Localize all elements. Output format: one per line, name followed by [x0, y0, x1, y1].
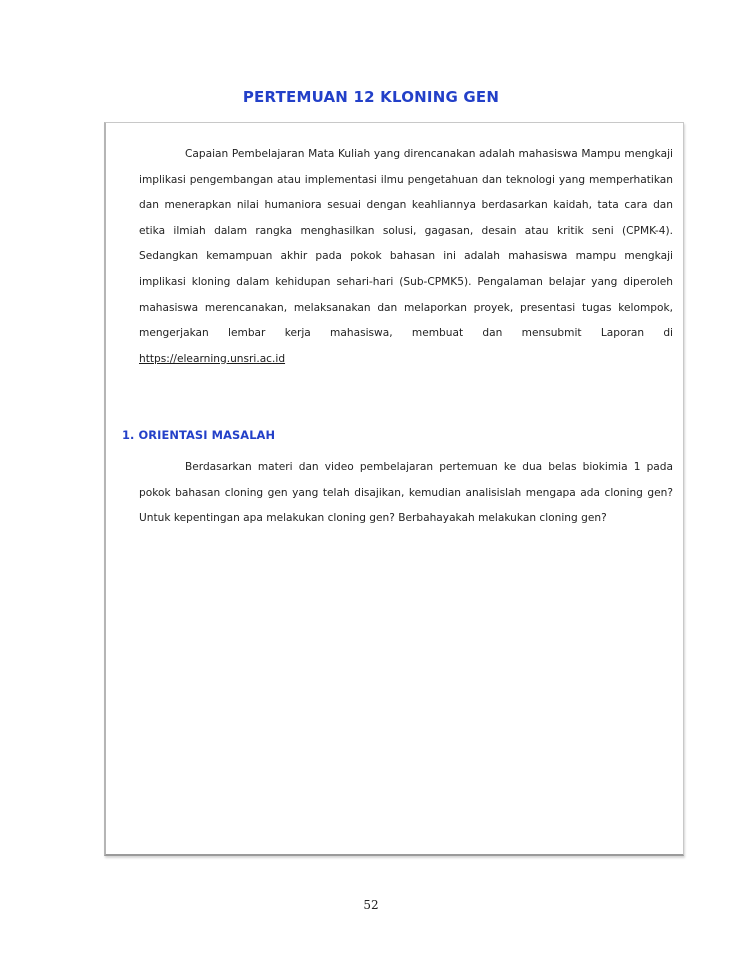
page-number: 52 [363, 898, 379, 912]
capaian-paragraph [139, 142, 673, 372]
elearning-link[interactable]: https://elearning.unsri.ac.id [139, 352, 286, 365]
capaian-text: Capaian Pembelajaran Mata Kuliah yang direncanakan adalah mahasiswa Mampu mengkaji implikasi pengembangan atau implementasi ilmu pengetahuan dan teknologi yang memperhatikan dan menerapkan nilai humaniora sesuai dengan keahliannya berdasarkan kaidah, tata cara dan etika ilmiah dalam rangka menghasilkan solusi, gagasan, desain atau kritik seni (CPMK-4). Sedangkan kemampuan akhir pada pokok bahasan ini adalah mahasiswa mampu mengkaji implikasi kloning dalam kehidupan sehari-hari (Sub-CPMK5). Pengalaman belajar yang diperoleh mahasiswa merencanakan, melaksanakan dan melaporkan proyek, presentasi tugas kelompok, mengerjakan lembar kerja mahasiswa, membuat dan mensubmit Laporan di [139, 148, 673, 340]
page-title: PERTEMUAN 12 KLONING GEN [242, 88, 500, 106]
section-heading-orientasi-masalah: 1. ORIENTASI MASALAH [122, 428, 276, 442]
orientasi-masalah-paragraph: Berdasarkan materi dan video pembelajaran pertemuan ke dua belas biokimia 1 pada pokok bahasan cloning gen yang telah disajikan, kemudian analisislah mengapa ada cloning gen? Untuk kepentingan apa melakukan cloning gen? Berbahayakah melakukan cloning gen? [139, 461, 673, 525]
